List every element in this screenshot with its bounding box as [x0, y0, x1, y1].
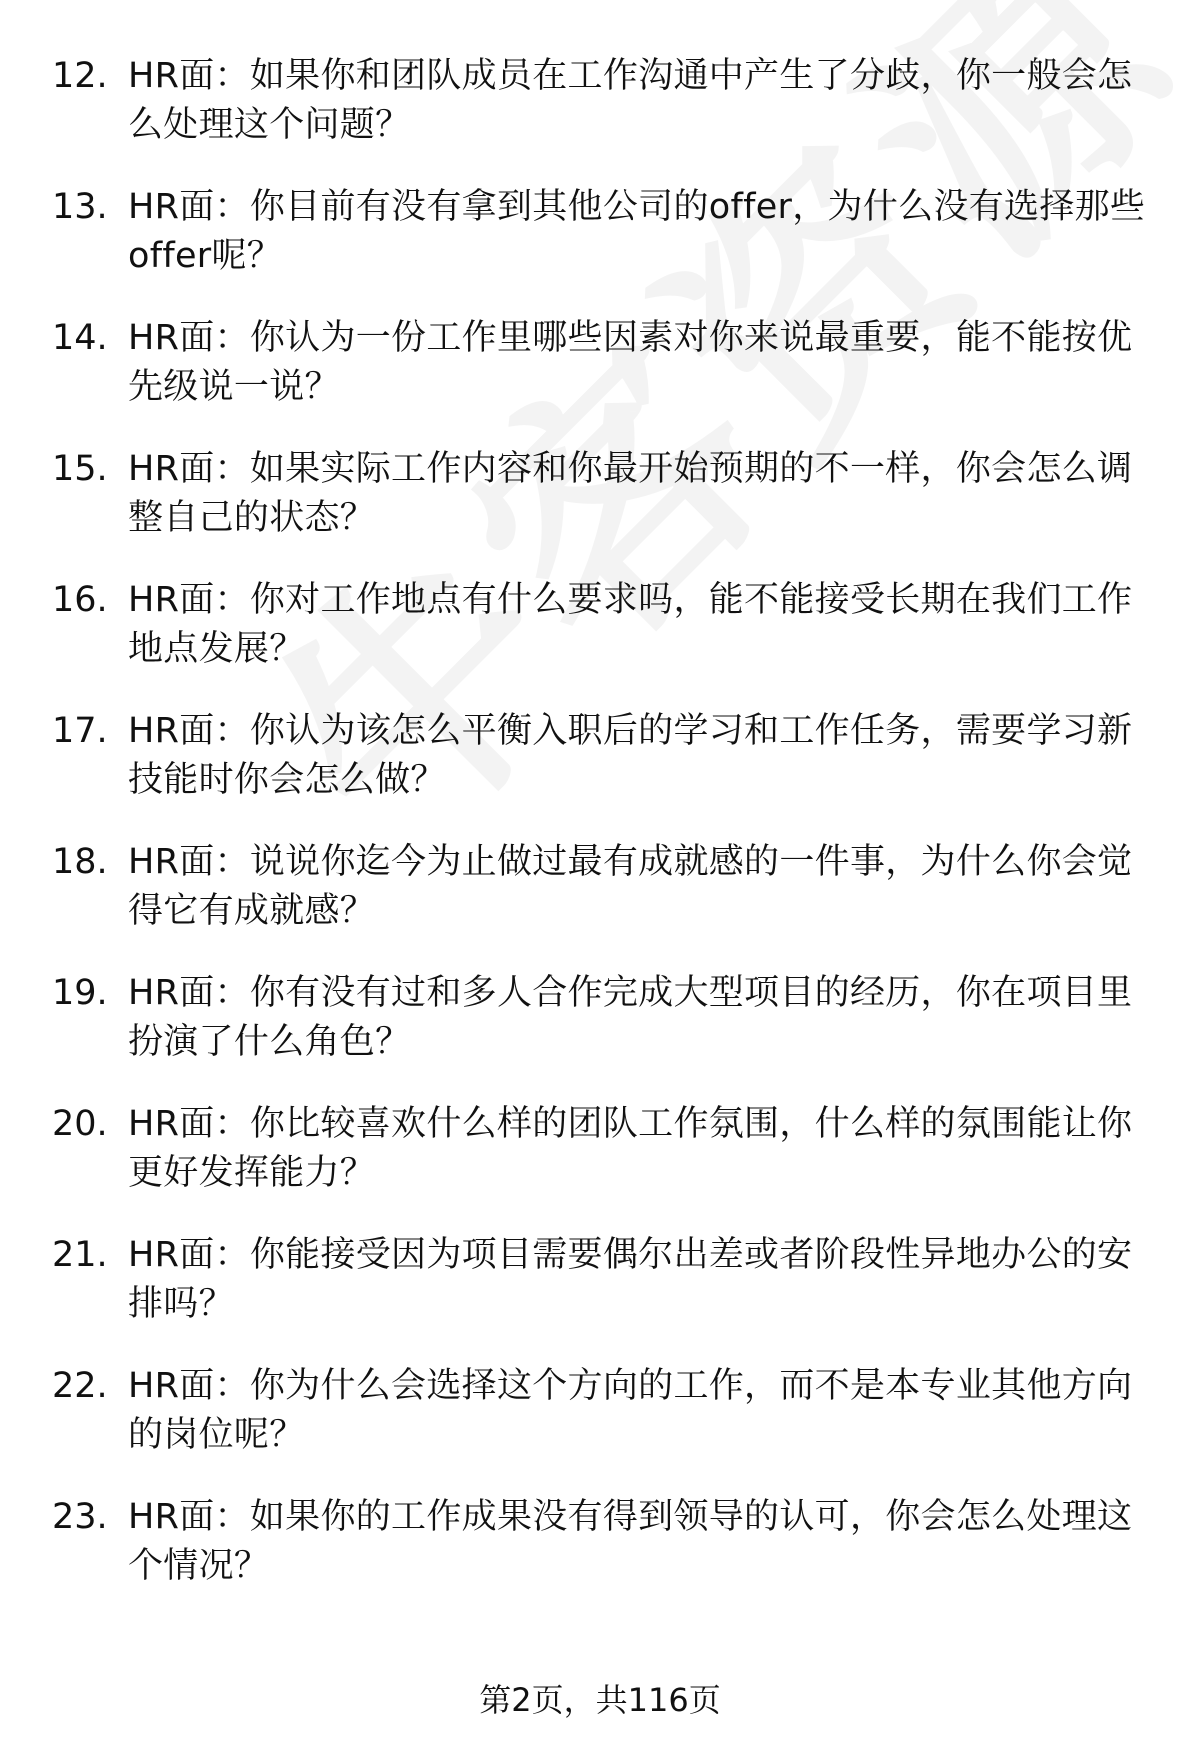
question-text: HR面：说说你迄今为止做过最有成就感的一件事，为什么你会觉得它有成就感？: [128, 842, 1133, 931]
question-item: [0, 314, 1200, 445]
question-text: HR面：你目前有没有拿到其他公司的offer，为什么没有选择那些offer呢？: [128, 187, 1146, 276]
question-number: 21.: [52, 1235, 108, 1275]
question-text: HR面：你认为该怎么平衡入职后的学习和工作任务，需要学习新技能时你会怎么做？: [128, 711, 1133, 800]
question-item: [0, 445, 1200, 576]
question-number: 22.: [52, 1366, 108, 1406]
question-item: [0, 1493, 1200, 1624]
question-item: [0, 838, 1200, 969]
question-text: HR面：你有没有过和多人合作完成大型项目的经历，你在项目里扮演了什么角色？: [128, 973, 1133, 1062]
question-text: HR面：如果实际工作内容和你最开始预期的不一样，你会怎么调整自己的状态？: [128, 449, 1133, 538]
question-number: 17.: [52, 711, 108, 751]
question-item: [0, 576, 1200, 707]
question-item: [0, 183, 1200, 314]
question-text: HR面：你为什么会选择这个方向的工作，而不是本专业其他方向的岗位呢？: [128, 1366, 1133, 1455]
question-item: [0, 707, 1200, 838]
question-list: [0, 52, 1200, 1624]
question-number: 19.: [52, 973, 108, 1013]
question-text: HR面：如果你和团队成员在工作沟通中产生了分歧，你一般会怎么处理这个问题？: [128, 56, 1133, 145]
question-number: 13.: [52, 187, 108, 227]
question-number: 16.: [52, 580, 108, 620]
question-number: 18.: [52, 842, 108, 882]
question-text: HR面：你比较喜欢什么样的团队工作氛围，什么样的氛围能让你更好发挥能力？: [128, 1104, 1133, 1193]
question-item: [0, 1100, 1200, 1231]
question-text: HR面：你认为一份工作里哪些因素对你来说最重要，能不能按优先级说一说？: [128, 318, 1133, 407]
question-number: 12.: [52, 56, 108, 96]
question-text: HR面：你能接受因为项目需要偶尔出差或者阶段性异地办公的安排吗？: [128, 1235, 1133, 1324]
question-item: [0, 969, 1200, 1100]
question-number: 14.: [52, 318, 108, 358]
question-item: [0, 1231, 1200, 1362]
page-number-footer: 第2页，共116页: [479, 1681, 721, 1719]
question-number: 20.: [52, 1104, 108, 1144]
question-number: 23.: [52, 1497, 108, 1537]
question-text: HR面：你对工作地点有什么要求吗，能不能接受长期在我们工作地点发展？: [128, 580, 1133, 669]
question-number: 15.: [52, 449, 108, 489]
question-item: [0, 52, 1200, 183]
question-item: [0, 1362, 1200, 1493]
question-text: HR面：如果你的工作成果没有得到领导的认可，你会怎么处理这个情况？: [128, 1497, 1133, 1586]
